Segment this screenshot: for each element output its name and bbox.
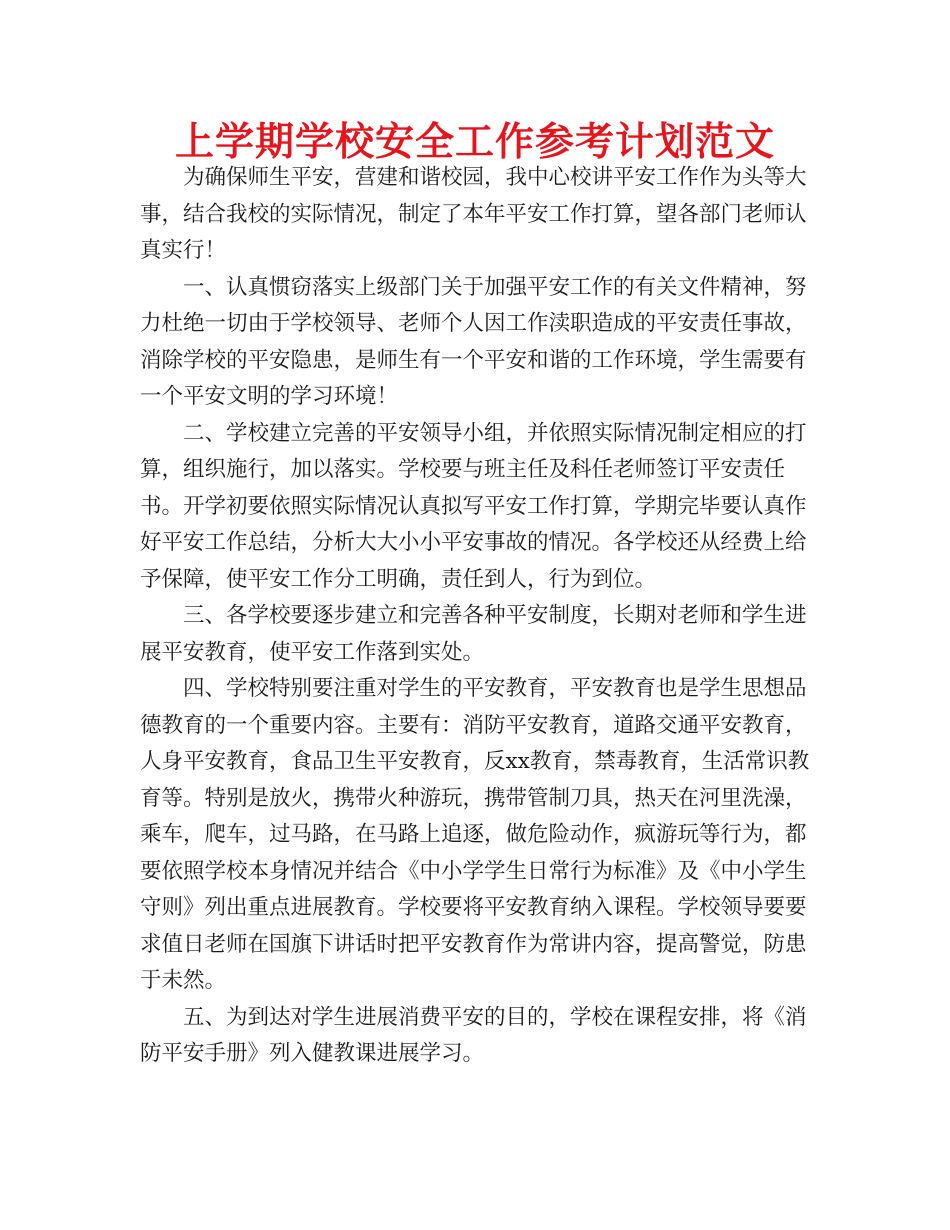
paragraph-4: 四、学校特别要注重对学生的平安教育，平安教育也是学生思想品德教育的一个重要内容。主要有：消防平安教育，道路交通平安教育，人身平安教育，食品卫生平安教育，反xx教育，禁毒教育，生活常识教育等。特别是放火，携带火种游玩，携带管制刀具，热天在河里洗澡，乘车，爬车，过马路，在马路上追逐，做危险动作，疯游玩等行为，都要依照学校本身情况并结合《中小学学生日常行为标准》及《中小学生守则》列出重点进展教育。学校要将平安教育纳入课程。学校领导要要求值日老师在国旗下讲话时把平安教育作为常讲内容，提高警觉，防患于未然。 (140, 676, 810, 993)
document-body (140, 160, 820, 1073)
paragraph-intro: 为确保师生平安，营建和谐校园，我中心校讲平安工作作为头等大事，结合我校的实际情况，制定了本年平安工作打算，望各部门老师认真实行！ (140, 165, 807, 263)
paragraph-5: 五、为到达对学生进展消费平安的目的，学校在课程安排，将《消防平安手册》列入健教课进展学习。 (140, 1004, 807, 1066)
paragraph-2: 二、学校建立完善的平安领导小组，并依照实际情况制定相应的打算，组织施行，加以落实。学校要与班主任及科任老师签订平安责任书。开学初要依照实际情况认真拟写平安工作打算，学期完毕要认真作好平安工作总结，分析大大小小平安事故的情况。各学校还从经费上给予保障，使平安工作分工明确，责任到人，行为到位。 (140, 420, 807, 592)
paragraph-3: 三、各学校要逐步建立和完善各种平安制度，长期对老师和学生进展平安教育，使平安工作落到实处。 (140, 603, 807, 665)
document-title: 上学期学校安全工作参考计划范文 (174, 120, 775, 165)
paragraph-1: 一、认真惯窃落实上级部门关于加强平安工作的有关文件精神，努力杜绝一切由于学校领导、老师个人因工作渎职造成的平安责任事故，消除学校的平安隐患，是师生有一个平安和谐的工作环境，学生需要有一个平安文明的学习环境！ (140, 274, 807, 409)
